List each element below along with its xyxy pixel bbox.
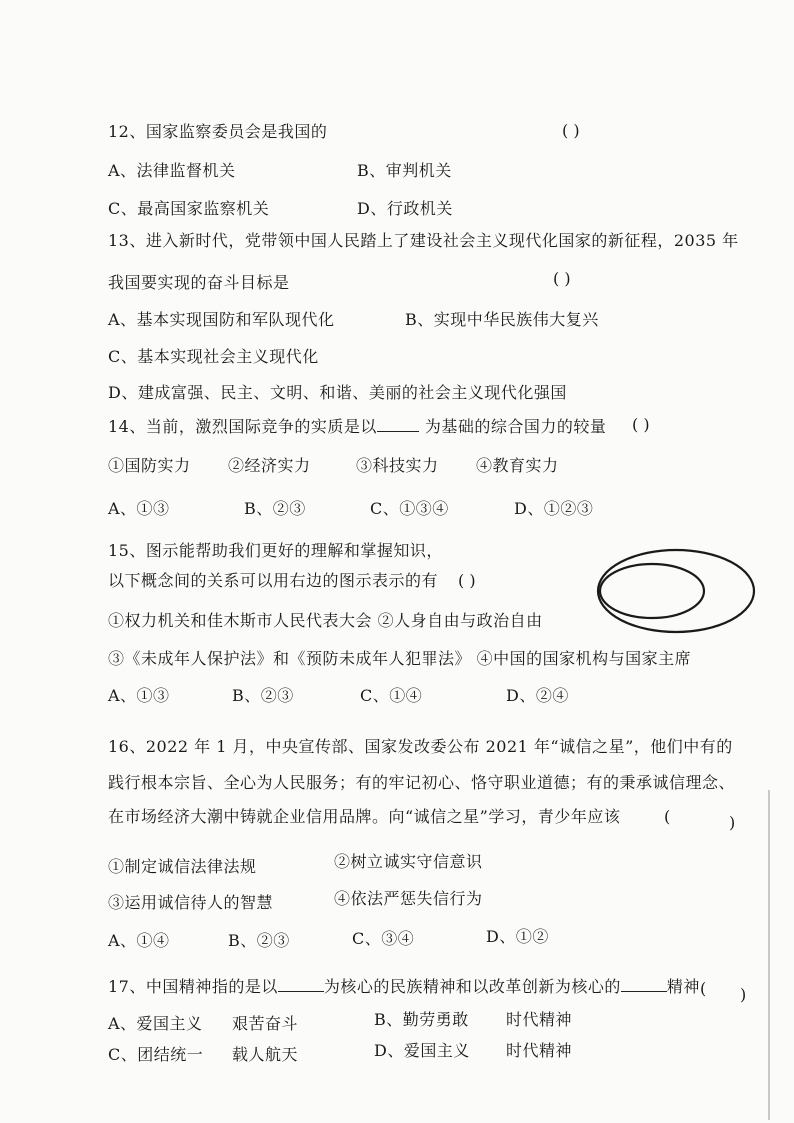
q14-option-d: D、①②③: [514, 499, 594, 518]
q17-paren-close: ): [740, 985, 747, 1004]
q12-option-c: C、最高国家监察机关: [108, 199, 270, 218]
q15-option-a: A、①③: [108, 686, 170, 705]
q17-option-d-part-1: D、爱国主义: [374, 1041, 470, 1060]
q14-stem-before-blank: 14、当前，激烈国际竞争的实质是以: [108, 417, 377, 436]
q17-fill-blank-1: [278, 977, 324, 992]
q17-stem-end: 精神: [666, 977, 700, 996]
q17-option-d-part-2: 时代精神: [506, 1041, 573, 1060]
q17-stem: [108, 976, 700, 998]
q15-option-b: B、②③: [232, 686, 294, 705]
q14-item-3: ③科技实力: [356, 456, 439, 475]
q13-stem-line-2: 我国要实现的奋斗目标是: [108, 273, 290, 292]
q16-item-3: ③运用诚信待人的智慧: [108, 893, 274, 912]
q13-answer-paren: ( ): [553, 269, 571, 288]
q15-item-line-1: ①权力机关和佳木斯市人民代表大会 ②人身自由与政治自由: [108, 611, 543, 630]
q16-option-b: B、②③: [228, 931, 290, 950]
q14-answer-paren: ( ): [632, 415, 650, 434]
q13-option-c: C、基本实现社会主义现代化: [108, 347, 319, 366]
q17-fill-blank-2: [621, 977, 667, 992]
q16-stem-line-3: 在市场经济大潮中铸就企业信用品牌。向“诚信之星”学习，青少年应该: [108, 807, 621, 826]
q17-option-a-part-1: A、爱国主义: [108, 1014, 203, 1033]
q12-option-d: D、行政机关: [357, 199, 453, 218]
q14-fill-blank: [377, 417, 419, 432]
q16-option-a: A、①④: [108, 931, 170, 950]
q15-answer-paren: ( ): [458, 571, 476, 590]
q13-option-b: B、实现中华民族伟大复兴: [405, 310, 599, 329]
q15-option-d: D、②④: [506, 686, 569, 705]
scan-edge-shadow: [768, 790, 770, 1120]
q12-option-a: A、法律监督机关: [108, 161, 236, 180]
q16-option-d: D、①②: [486, 927, 549, 946]
q12-stem: 12、国家监察委员会是我国的: [108, 122, 328, 141]
q16-item-2: ②树立诚实守信意识: [334, 852, 483, 871]
inner-ellipse: [600, 564, 704, 618]
q17-option-b-part-1: B、勤劳勇敢: [374, 1010, 469, 1029]
q14-option-a: A、①③: [108, 499, 170, 518]
q14-stem-after-blank: 为基础的综合国力的较量: [424, 417, 607, 436]
q15-stem-line-2: 以下概念间的关系可以用右边的图示表示的有: [108, 571, 439, 590]
q16-item-4: ④依法严惩失信行为: [334, 889, 483, 908]
q13-stem-line-1: 13、进入新时代，党带领中国人民踏上了建设社会主义现代化国家的新征程，2035 年: [108, 231, 739, 250]
q14-item-4: ④教育实力: [476, 456, 559, 475]
q17-option-a-part-2: 艰苦奋斗: [232, 1014, 299, 1033]
q17-option-c-part-2: 载人航天: [232, 1045, 299, 1064]
q16-stem-line-1: 16、2022 年 1 月，中央宣传部、国家发改委公布 2021 年“诚信之星”，他们中有的: [108, 737, 733, 756]
q14-item-2: ②经济实力: [228, 456, 311, 475]
q17-option-c-part-1: C、团结统一: [108, 1045, 204, 1064]
q15-option-c: C、①④: [360, 686, 423, 705]
q12-option-b: B、审判机关: [357, 161, 452, 180]
q12-answer-paren: ( ): [562, 121, 580, 140]
q14-option-c: C、①③④: [370, 499, 449, 518]
q16-item-1: ①制定诚信法律法规: [108, 857, 257, 876]
q15-item-line-2: ③《未成年人保护法》和《预防未成年人犯罪法》 ④中国的国家机构与国家主席: [108, 649, 692, 668]
q16-stem-line-2: 践行根本宗旨、全心为人民服务；有的牢记初心、恪守职业道德；有的秉承诚信理念、: [108, 773, 736, 792]
q15-stem-line-1: 15、图示能帮助我们更好的理解和掌握知识，: [108, 541, 443, 560]
q17-stem-middle: 为核心的民族精神和以改革创新为核心的: [323, 977, 621, 996]
q14-stem: [108, 416, 606, 438]
q17-option-b-part-2: 时代精神: [506, 1010, 573, 1029]
q16-option-c: C、③④: [352, 929, 415, 948]
q13-option-a: A、基本实现国防和军队现代化: [108, 310, 335, 329]
q16-paren-close: ): [729, 813, 736, 832]
outer-ellipse: [598, 550, 754, 632]
q14-item-1: ①国防实力: [108, 456, 191, 475]
nested-ellipses-diagram: [596, 548, 756, 634]
q17-stem-start: 17、中国精神指的是以: [108, 977, 278, 996]
q17-paren-open: (: [700, 979, 707, 998]
q16-paren-open: (: [664, 807, 671, 826]
q13-option-d: D、建成富强、民主、文明、和谐、美丽的社会主义现代化强国: [108, 383, 567, 402]
q14-option-b: B、②③: [244, 499, 306, 518]
